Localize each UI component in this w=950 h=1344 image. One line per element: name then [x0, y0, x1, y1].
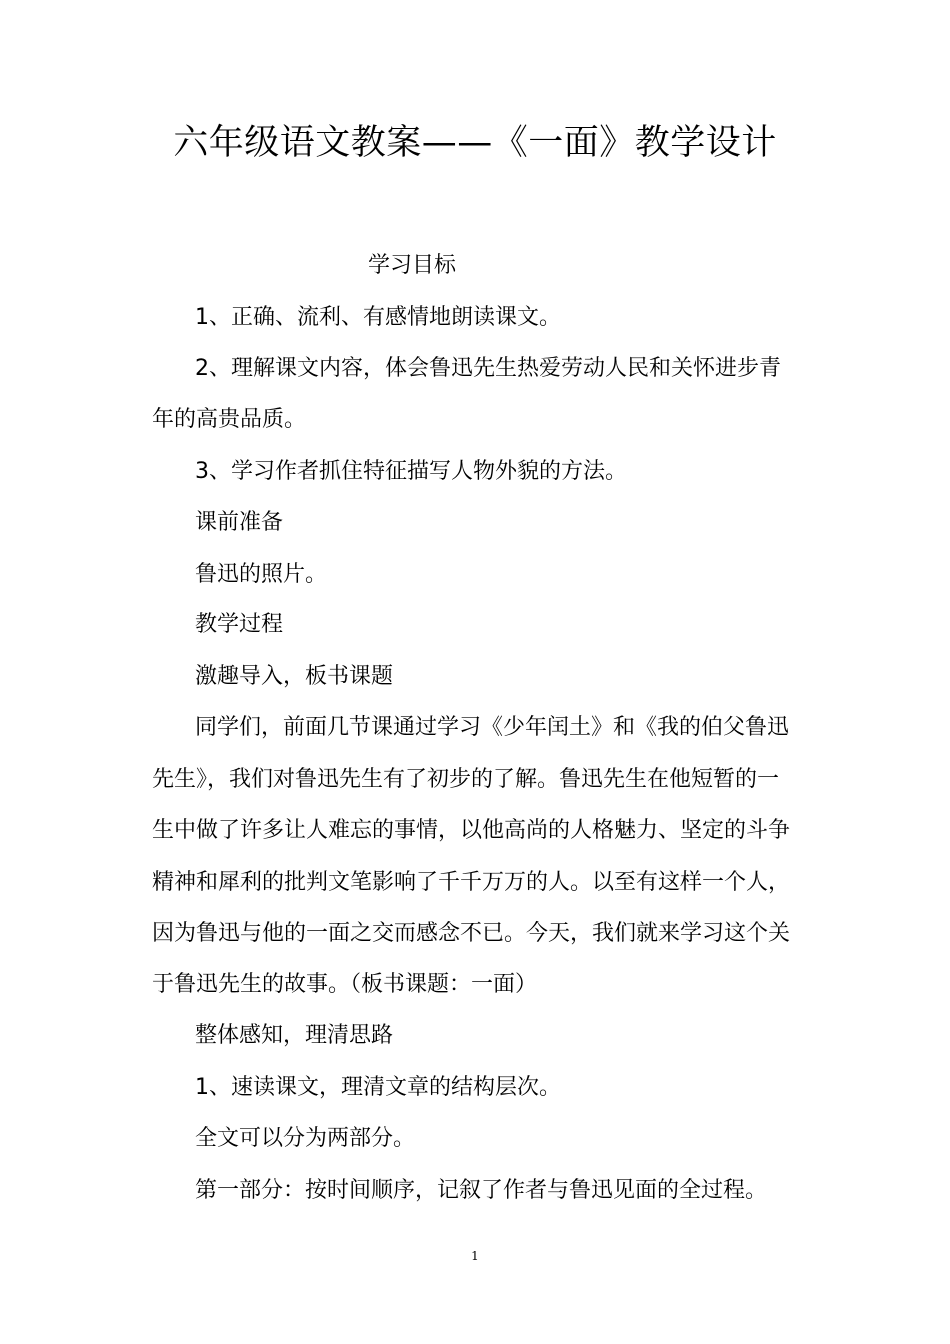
page-number: 1 — [471, 1249, 479, 1263]
objective-2-continued: 年的高贵品质。 — [152, 407, 307, 432]
process-heading: 教学过程 — [195, 612, 284, 637]
part-one-text: 第一部分：按时间顺序，记叙了作者与鲁迅见面的全过程。 — [195, 1178, 768, 1203]
overview-heading: 整体感知，理清思路 — [195, 1023, 394, 1048]
preparation-text: 鲁迅的照片。 — [195, 562, 328, 587]
objective-1: 1、正确、流利、有感情地朗读课文。 — [195, 305, 561, 330]
objective-2: 2、理解课文内容，体会鲁迅先生热爱劳动人民和关怀进步青 — [195, 356, 781, 381]
section-heading: 学习目标 — [368, 253, 457, 278]
intro-paragraph-line: 于鲁迅先生的故事。（板书课题：一面） — [152, 972, 538, 997]
intro-paragraph-line: 生中做了许多让人难忘的事情，以他高尚的人格魅力、坚定的斗争 — [152, 818, 791, 843]
intro-paragraph-line: 同学们，前面几节课通过学习《少年闰土》和《我的伯父鲁迅 — [195, 715, 790, 740]
document-title: 六年级语文教案——《一面》教学设计 — [173, 123, 777, 163]
overview-text: 全文可以分为两部分。 — [195, 1126, 416, 1151]
preparation-heading: 课前准备 — [195, 510, 284, 535]
intro-paragraph-line: 因为鲁迅与他的一面之交而感念不已。今天，我们就来学习这个关 — [152, 921, 791, 946]
intro-heading: 激趣导入，板书课题 — [195, 664, 394, 689]
objective-3: 3、学习作者抓住特征描写人物外貌的方法。 — [195, 459, 627, 484]
intro-paragraph-line: 先生》，我们对鲁迅先生有了初步的了解。鲁迅先生在他短暂的一 — [152, 767, 780, 792]
overview-step-1: 1、速读课文，理清文章的结构层次。 — [195, 1075, 561, 1100]
intro-paragraph-line: 精神和犀利的批判文笔影响了千千万万的人。以至有这样一个人， — [152, 870, 791, 895]
